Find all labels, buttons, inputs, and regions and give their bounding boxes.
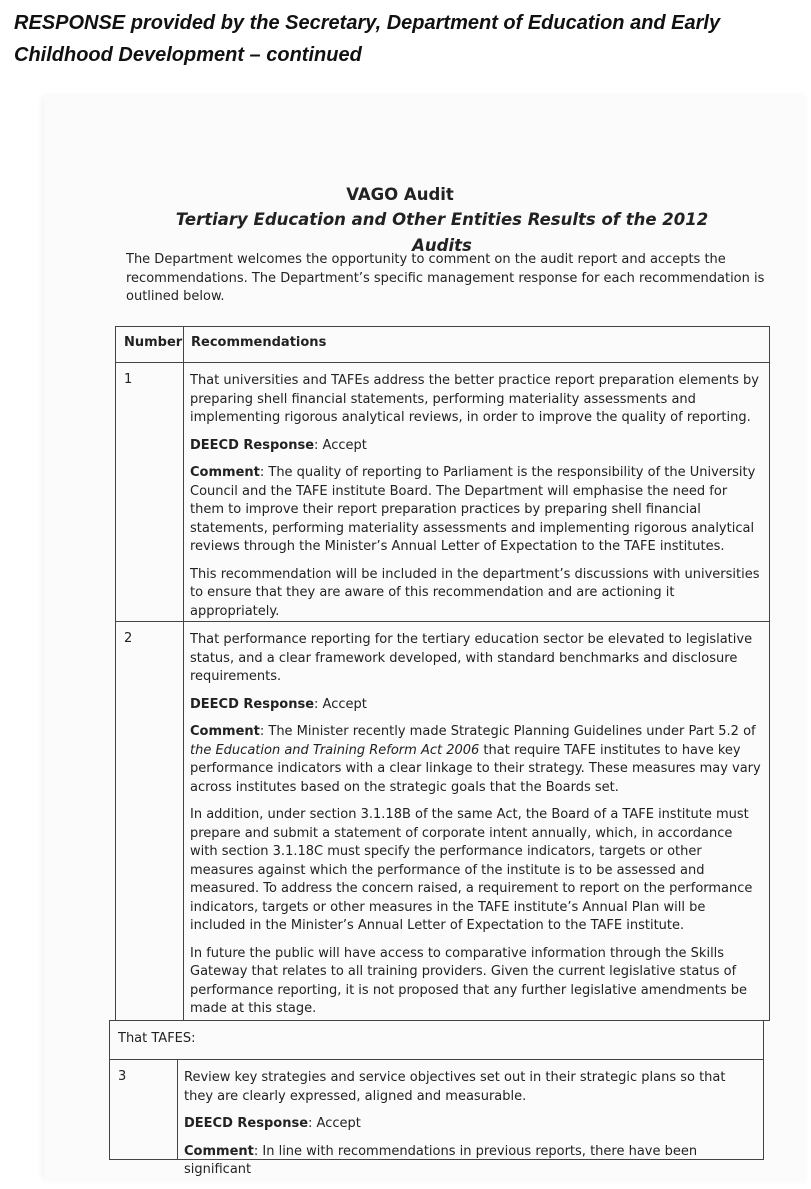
section-row [109,1020,764,1060]
recommendation-text: That universities and TAFEs address the better practice report preparation elements by preparing shell financial statements, performing materiality assessments and implementing rigorous analytical reviews, in order to improve the quality of reporting. [190,373,759,425]
recommendation-text: That performance reporting for the tertiary education sector be elevated to legislative status, and a clear framework developed, with standard benchmarks and disclosure requirements. [190,632,753,684]
row-number: 2 [124,631,133,646]
deecd-response [190,437,763,456]
document-title: VAGO Audit [346,185,454,204]
recommendation-cell [190,372,763,630]
response-value: : Accept [314,437,367,453]
table-row [115,621,770,1021]
header-line-1: RESPONSE provided by the Secretary, Department of Education and Early [14,12,721,34]
recommendation-cell [184,1069,757,1189]
comment-body-continued: that require TAFE institutes to have key performance indicators with a clear linkage to their strategy. These measures may vary across institutes based on the strategic goals that the Boards set. [190,742,761,795]
response-label: DEECD Response [190,437,315,453]
additional-paragraph: In addition, under section 3.1.18B of the same Act, the Board of a TAFE institute must prepare and submit a statement of corporate intent annually, which, in accordance with section 3.1.18C must specify the performance indicators, targets or other measures against which the performance of the institute is to be assessed and measured. To address the concern raised, a requirement to report on the performance indicators, targets or other measures in the TAFE institute’s Annual Plan will be included in the Minister’s Annual Letter of Expectation to the TAFE institute. [190,807,753,933]
response-label: DEECD Response [190,696,315,712]
comment-label: Comment [190,465,260,480]
comment-text [190,464,763,557]
response-label: DEECD Response [184,1116,309,1131]
comment-body: : The Minister recently made Strategic Planning Guidelines under Part 5.2 of [259,724,756,739]
comment-text [190,723,763,797]
comment-label: Comment [184,1143,254,1159]
deecd-response [190,696,763,715]
table-header-row [115,326,770,363]
row-number: 3 [118,1069,127,1084]
comment-body: : The quality of reporting to Parliament is the responsibility of the University Council and the TAFE institute Board. The Department will emphasise the need for them to improve their report preparation practices by preparing shell financial statements, performing materiality assessments and implementing rigorous analytical reviews through the Minister’s Annual Letter of Expectation to the TAFE institutes. [190,465,756,554]
table-row [109,1059,764,1177]
header-line-2: Childhood Development – continued [14,44,362,66]
page-header [14,7,804,71]
row-number: 1 [124,372,133,387]
response-value: : Accept [308,1116,361,1131]
header-number-cell [116,327,184,362]
section-label: That TAFES: [118,1031,196,1046]
act-title: the Education and Training Reform Act 2006 [190,742,480,758]
recommendation-cell [190,631,763,1028]
additional-paragraph: In future the public will have access to comparative information through the Skills Gateway that relates to all training providers. Given the current legislative status of performance reporting, it is not proposed that any further legislative amendments be made at this stage. [190,945,748,1016]
column-header-recommendations: Recommendations [191,335,327,350]
intro-paragraph: The Department welcomes the opportunity to comment on the audit report and accepts the recommendations. The Department’s specific management response for each recommendation is outlined below. [126,252,765,304]
deecd-response [184,1115,757,1134]
table-row [115,362,770,622]
response-value: : Accept [314,696,367,712]
comment-label: Comment [190,724,260,739]
additional-paragraph: This recommendation will be included in the department’s discussions with universities to ensure that they are aware of this recommendation and are actioning it appropriately. [190,566,760,619]
comment-body: : In line with recommendations in previous reports, there have been significant [184,1143,698,1177]
recommendation-text: Review key strategies and service objectives set out in their strategic plans so that they are clearly expressed, aligned and measurable. [184,1070,726,1104]
column-header-number: Number [124,335,183,350]
comment-text [184,1143,757,1180]
document-subtitle: Tertiary Education and Other Entities Results of the 2012 Audits [175,210,709,255]
